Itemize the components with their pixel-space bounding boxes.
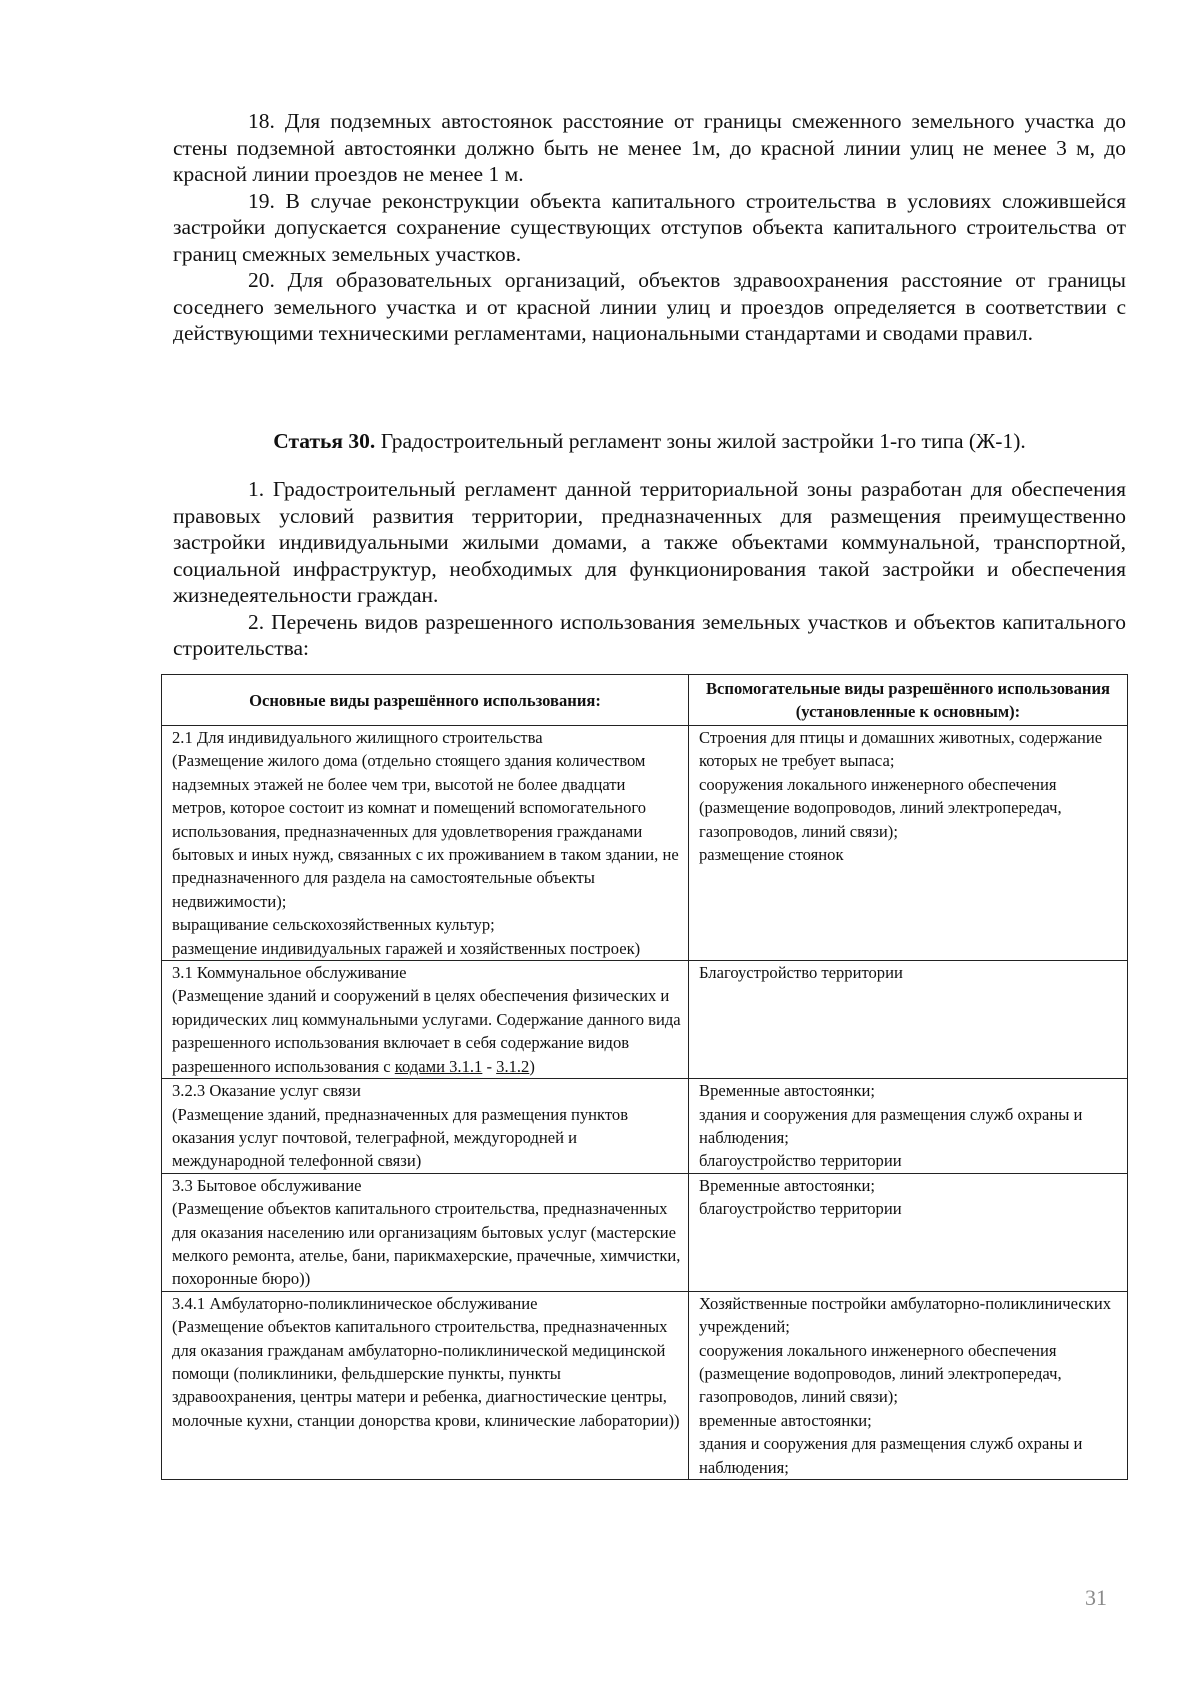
paragraph-19: 19. В случае реконструкции объекта капитального строительства в условиях сложившейся застройки допускается сохранение существующих отступов объекта капитального строительства от границ смежных земельных участков. xyxy=(173,188,1126,266)
main-use-cell: 3.2.3 Оказание услуг связи (Размещение зданий, предназначенных для размещения пунктов оказания услуг почтовой, телеграфной, междугородней и международной телефонной связи) xyxy=(162,1079,689,1174)
aux-use-cell: Благоустройство территории xyxy=(689,961,1128,1079)
permitted-use-table xyxy=(161,674,1128,1480)
main-use-cell: 2.1 Для индивидуального жилищного строительства (Размещение жилого дома (отдельно стоящего здания количеством надземных этажей не более чем три, высотой не более двадцати метров, которое состоит из комнат и помещений вспомогательного использования, предназначенных для удовлетворения гражданами бытовых и иных нужд, связанных с их проживанием в таком здании, не предназначенного для раздела на самостоятельные объекты недвижимости); выращивание сельскохозяйственных культур; размещение индивидуальных гаражей и хозяйственных построек) xyxy=(162,726,689,961)
paragraph-block-top xyxy=(173,108,1126,347)
table-row xyxy=(162,726,1128,961)
main-use-cell: 3.4.1 Амбулаторно-поликлиническое обслуживание (Размещение объектов капитального строительства, предназначенных для оказания гражданам амбулаторно-поликлинической медицинской помощи (поликлиники, фельдшерские пункты, пункты здравоохранения, центры матери и ребенка, диагностические центры, молочные кухни, станции донорства крови, клинические лаборатории)) xyxy=(162,1291,689,1479)
main-use-cell: 3.3 Бытовое обслуживание (Размещение объектов капитального строительства, предназначенных для оказания населению или организациям бытовых услуг (мастерские мелкого ремонта, ателье, бани, парикмахерские, прачечные, химчистки, похоронные бюро)) xyxy=(162,1173,689,1291)
paragraph-18: 18. Для подземных автостоянок расстояние от границы смеженного земельного участка до стены подземной автостоянки должно быть не менее 1м, до красной линии улиц не менее 3 м, до красной линии проездов не менее 1 м. xyxy=(173,109,1126,186)
page-number: 31 xyxy=(1085,1585,1107,1610)
code-link-3-1-1[interactable]: кодами 3.1.1 xyxy=(394,1056,483,1076)
header-main-uses: Основные виды разрешённого использования: xyxy=(162,675,689,726)
main-use-text-end: ) xyxy=(529,1056,535,1076)
paragraph-2: 2. Перечень видов разрешенного использования земельных участков и объектов капитального строительства: xyxy=(173,609,1126,660)
aux-use-cell: Строения для птицы и домашних животных, содержание которых не требует выпаса; сооружения локального инженерного обеспечения (размещение водопроводов, линий электропередач, газопроводов, линий связи); размещение стоянок xyxy=(689,726,1128,961)
aux-use-cell: Временные автостоянки; здания и сооружения для размещения служб охраны и наблюдения; благоустройство территории xyxy=(689,1079,1128,1174)
aux-use-cell: Хозяйственные постройки амбулаторно-поликлинических учреждений; сооружения локального инженерного обеспечения (размещение водопроводов, линий электропередач, газопроводов, линий связи); временные автостоянки; здания и сооружения для размещения служб охраны и наблюдения; xyxy=(689,1291,1128,1479)
table-header-row xyxy=(162,675,1128,726)
table-row xyxy=(162,961,1128,1079)
header-auxiliary-uses: Вспомогательные виды разрешённого использования (установленные к основным): xyxy=(689,675,1128,726)
paragraph-block-article xyxy=(173,476,1126,662)
paragraph-20: 20. Для образовательных организаций, объектов здравоохранения расстояние от границы соседнего земельного участка и от красной линии улиц и проездов определяется в соответствии с действующими техническими регламентами, национальными стандартами и сводами правил. xyxy=(173,268,1126,345)
main-use-cell xyxy=(162,961,689,1079)
aux-use-cell: Временные автостоянки; благоустройство территории xyxy=(689,1173,1128,1291)
table-row xyxy=(162,1079,1128,1174)
article-title: Градостроительный регламент зоны жилой застройки 1-го типа (Ж-1). xyxy=(375,429,1026,453)
code-separator: - xyxy=(482,1056,497,1076)
main-use-text: 3.1 Коммунальное обслуживание (Размещение зданий и сооружений в целях обеспечения физических и юридических лиц коммунальными услугами. Содержание данного вида разрешенного использования включает в себя содержание видов разрешенного использования с xyxy=(172,963,681,1076)
table-row xyxy=(162,1173,1128,1291)
article-label: Статья 30. xyxy=(273,429,376,453)
article-heading xyxy=(173,428,1126,455)
paragraph-1: 1. Градостроительный регламент данной территориальной зоны разработан для обеспечения правовых условий развития территории, предназначенных для размещения преимущественно застройки индивидуальными жилыми домами, а также объектами коммунальной, транспортной, социальной инфраструктур, необходимых для функционирования такой застройки и обеспечения жизнедеятельности граждан. xyxy=(173,477,1126,607)
code-link-3-1-2[interactable]: 3.1.2 xyxy=(496,1056,530,1076)
table-row xyxy=(162,1291,1128,1479)
